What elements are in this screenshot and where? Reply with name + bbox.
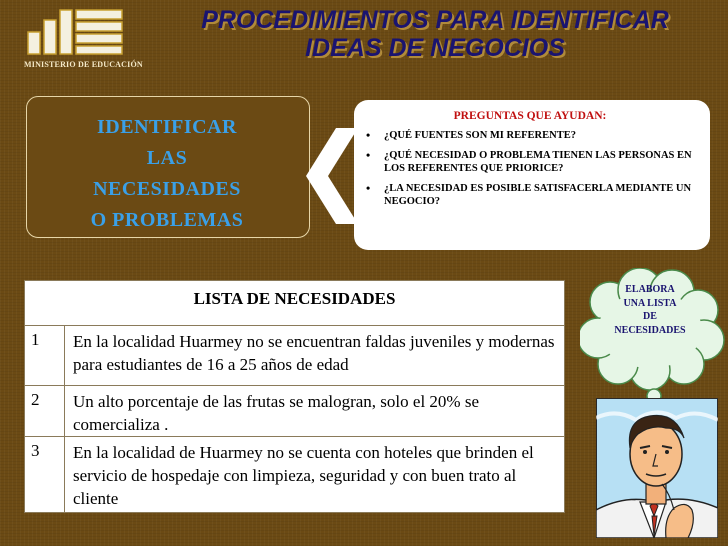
step-line-1: IDENTIFICAR — [97, 116, 237, 138]
logo-caption: MINISTERIO DE EDUCACIÓN — [24, 60, 143, 69]
row-text: En la localidad de Huarmey no se cuenta con hoteles que brinden el servicio de hospedaje con limpieza, seguridad y con buen trato al cliente — [65, 437, 565, 513]
row-number: 2 — [25, 386, 65, 437]
step-line-4: O PROBLEMAS — [90, 209, 244, 231]
questions-list — [364, 129, 696, 209]
ministry-logo-icon — [24, 8, 136, 62]
question-item: • ¿QUÉ FUENTES SON MI REFERENTE? — [364, 129, 696, 143]
needs-table — [24, 280, 565, 513]
thought-line-1: ELABORA — [625, 284, 675, 295]
chevron-left-arrow-icon — [306, 128, 358, 224]
title-line-2: IDEAS DE NEGOCIOS — [305, 34, 565, 62]
ministry-logo — [24, 8, 143, 72]
page-title — [150, 6, 720, 62]
step-line-2: LAS — [146, 147, 188, 169]
step-line-3: NECESIDADES — [93, 178, 241, 200]
table-row — [25, 386, 565, 437]
question-item: • ¿QUÉ NECESIDAD O PROBLEMA TIENEN LAS PERSONAS EN LOS REFERENTES QUE PRIORICE? — [364, 149, 696, 176]
question-item: • ¿LA NECESIDAD ES POSIBLE SATISFACERLA MEDIANTE UN NEGOCIO? — [364, 182, 696, 209]
thought-text — [598, 283, 702, 337]
needs-table-header: LISTA DE NECESIDADES — [25, 281, 565, 326]
table-row — [25, 437, 565, 513]
row-text: En la localidad Huarmey no se encuentran faldas juveniles y modernas para estudiantes de 16 a 25 años de edad — [73, 332, 555, 374]
thought-line-2: UNA LISTA — [623, 297, 677, 309]
questions-title: PREGUNTAS QUE AYUDAN: — [453, 110, 607, 122]
row-text: Un alto porcentaje de las frutas se malogran, solo el 20% se comercializa . — [65, 386, 565, 437]
row-number: 3 — [25, 437, 65, 513]
row-number: 1 — [25, 326, 65, 386]
questions-panel — [354, 100, 710, 250]
thinking-man-icon — [596, 398, 718, 538]
table-row — [25, 326, 565, 386]
thought-line-3: DE — [643, 311, 657, 322]
step-text — [26, 112, 308, 236]
title-line-1: PROCEDIMIENTOS PARA IDENTIFICAR — [201, 6, 669, 34]
thought-line-4: NECESIDADES — [614, 324, 686, 336]
